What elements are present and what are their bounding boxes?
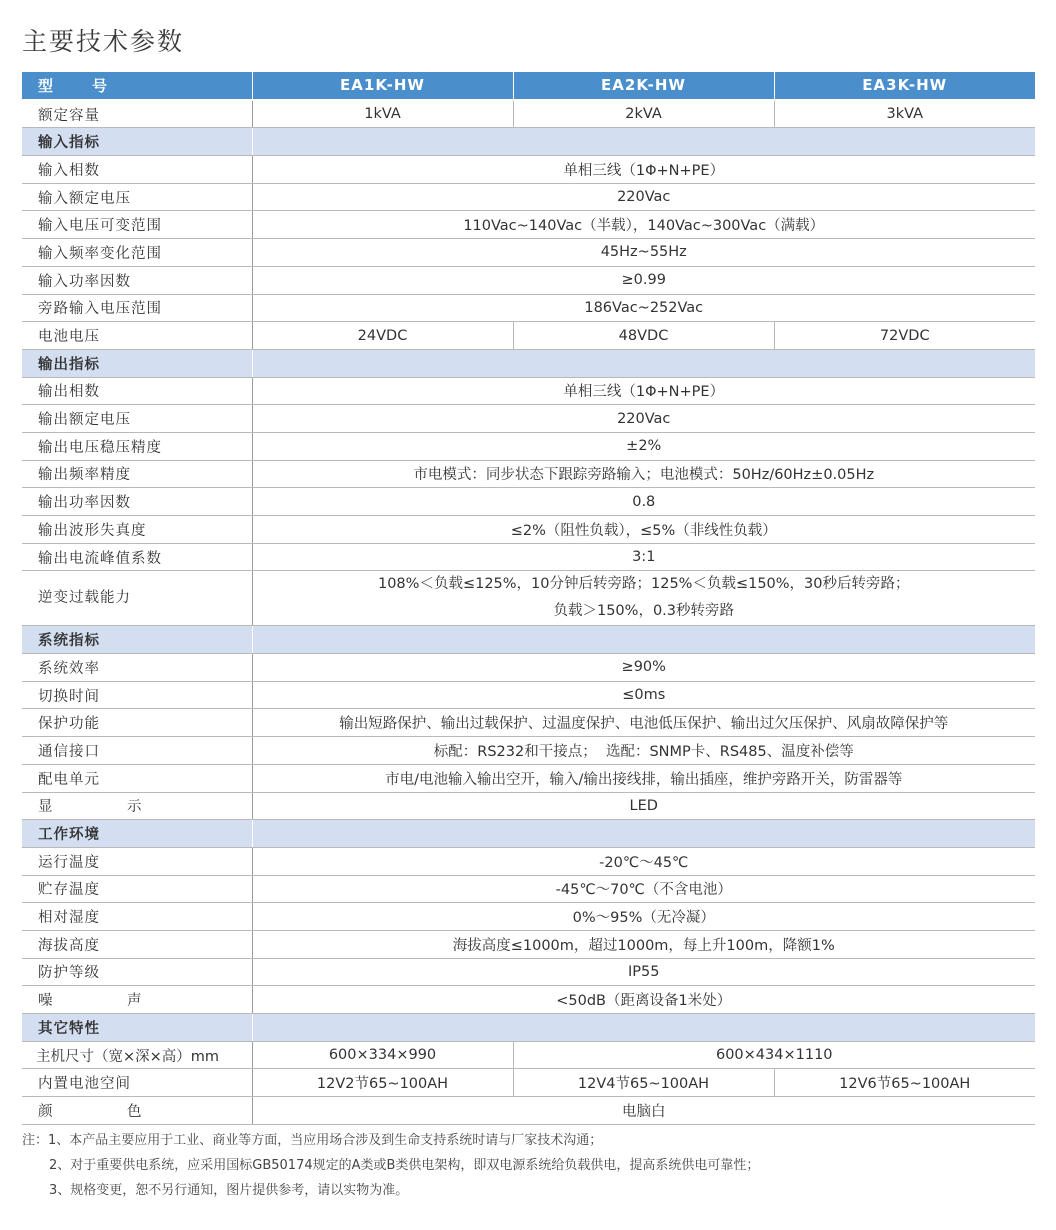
model-ea2k: EA2K-HW (513, 72, 774, 100)
model-ea3k: EA3K-HW (774, 72, 1035, 100)
battery-space-1k: 12V2节65~100AH (252, 1069, 513, 1097)
spec-value: 220Vac (252, 405, 1035, 433)
spec-value (252, 571, 1035, 626)
spec-row (22, 986, 1035, 1014)
section-environment-label: 工作环境 (22, 820, 252, 848)
note-item: 1、本产品主要应用于工业、商业等方面，当应用场合涉及到生命支持系统时请与厂家技术沟通； (48, 1133, 603, 1148)
page-title: 主要技术参数 (22, 27, 185, 56)
capacity-2k: 2kVA (513, 100, 774, 128)
section-environment (22, 820, 1035, 848)
spec-label: 电池电压 (22, 322, 252, 350)
spec-value: 3:1 (252, 543, 1035, 571)
spec-row (22, 681, 1035, 709)
spec-label: 输出电流峰值系数 (22, 543, 252, 571)
spec-row (22, 460, 1035, 488)
battery-voltage-2k: 48VDC (513, 322, 774, 350)
spec-value: -20℃～45℃ (252, 847, 1035, 875)
spec-row (22, 847, 1035, 875)
capacity-label: 额定容量 (22, 100, 252, 128)
spec-label: 显 示 (38, 799, 172, 816)
battery-voltage-3k: 72VDC (774, 322, 1035, 350)
notes (22, 1128, 759, 1203)
overload-line-1: 108%＜负载≤125%，10分钟后转旁路；125%＜负载≤150%，30秒后转旁路； (377, 576, 910, 593)
spec-label: 输入频率变化范围 (22, 239, 252, 267)
spec-row (22, 294, 1035, 322)
model-header-label: 型 号 (38, 76, 120, 95)
battery-space-2k: 12V4节65~100AH (513, 1069, 774, 1097)
spec-value: 0%～95%（无冷凝） (252, 903, 1035, 931)
spec-label: 主机尺寸（宽×深×高）mm (22, 1041, 252, 1069)
spec-value: 输出短路保护、输出过载保护、过温度保护、电池低压保护、输出过欠压保护、风扇故障保护等 (252, 709, 1035, 737)
spec-value: <50dB（距离设备1米处） (252, 986, 1035, 1014)
spec-value: 220Vac (252, 183, 1035, 211)
spec-label: 通信接口 (22, 737, 252, 765)
spec-label: 切换时间 (22, 681, 252, 709)
spec-value: 单相三线（1Φ+N+PE） (252, 377, 1035, 405)
spec-value: 110Vac~140Vac（半载），140Vac~300Vac（满载） (252, 211, 1035, 239)
overload-row (22, 571, 1035, 626)
spec-value: 市电/电池输入输出空开，输入/输出接线排，输出插座，维护旁路开关，防雷器等 (252, 764, 1035, 792)
overload-line-2: 负载＞150%，0.3秒转旁路 (553, 603, 734, 620)
battery-space-row (22, 1069, 1035, 1097)
spec-row (22, 211, 1035, 239)
spec-label: 输出额定电压 (22, 405, 252, 433)
spec-row (22, 930, 1035, 958)
battery-space-3k: 12V6节65~100AH (774, 1069, 1035, 1097)
spec-label: 输出电压稳压精度 (22, 432, 252, 460)
spec-value: -45℃～70℃（不含电池） (252, 875, 1035, 903)
section-other (22, 1014, 1035, 1042)
spec-value: 海拔高度≤1000m，超过1000m，每上升100m，降额1% (252, 930, 1035, 958)
spec-row (22, 239, 1035, 267)
spec-label: 输出频率精度 (22, 460, 252, 488)
spec-label: 防护等级 (22, 958, 252, 986)
spec-label: 颜 色 (38, 1103, 172, 1120)
battery-voltage-1k: 24VDC (252, 322, 513, 350)
section-system (22, 626, 1035, 654)
spec-row (22, 1097, 1035, 1125)
spec-value: 电脑白 (252, 1097, 1035, 1125)
spec-label: 输入电压可变范围 (22, 211, 252, 239)
spec-value: ±2% (252, 432, 1035, 460)
spec-row (22, 709, 1035, 737)
section-output (22, 349, 1035, 377)
note-item: 2、对于重要供电系统，应采用国标GB50174规定的A类或B类供电架构，即双电源系统给负载供电，提高系统供电可靠性； (49, 1158, 760, 1173)
spec-value: 市电模式：同步状态下跟踪旁路输入；电池模式：50Hz/60Hz±0.05Hz (252, 460, 1035, 488)
spec-label: 内置电池空间 (22, 1069, 252, 1097)
spec-row (22, 405, 1035, 433)
spec-value: LED (252, 792, 1035, 820)
spec-label: 输出功率因数 (22, 488, 252, 516)
spec-label: 保护功能 (22, 709, 252, 737)
section-input (22, 128, 1035, 156)
spec-row (22, 764, 1035, 792)
spec-label: 配电单元 (22, 764, 252, 792)
spec-label: 海拔高度 (22, 930, 252, 958)
dimensions-2k-3k: 600×434×1110 (513, 1041, 1035, 1069)
section-output-label: 输出指标 (22, 349, 252, 377)
spec-row (22, 156, 1035, 184)
spec-row (22, 432, 1035, 460)
spec-row (22, 654, 1035, 682)
spec-value: ≥0.99 (252, 266, 1035, 294)
capacity-3k: 3kVA (774, 100, 1035, 128)
spec-value: ≤0ms (252, 681, 1035, 709)
spec-row (22, 488, 1035, 516)
dimensions-1k: 600×334×990 (252, 1041, 513, 1069)
spec-label: 输入额定电压 (22, 183, 252, 211)
notes-prefix: 注： (22, 1133, 49, 1148)
capacity-1k: 1kVA (252, 100, 513, 128)
section-other-label: 其它特性 (22, 1014, 252, 1042)
spec-value: IP55 (252, 958, 1035, 986)
dimensions-row (22, 1041, 1035, 1069)
spec-label: 噪 声 (38, 993, 172, 1010)
spec-value: 单相三线（1Φ+N+PE） (252, 156, 1035, 184)
spec-value: 45Hz~55Hz (252, 239, 1035, 267)
spec-label: 输出相数 (22, 377, 252, 405)
model-header-row (22, 72, 1035, 100)
spec-label: 输入相数 (22, 156, 252, 184)
spec-row (22, 266, 1035, 294)
spec-label: 系统效率 (22, 654, 252, 682)
section-system-label: 系统指标 (22, 626, 252, 654)
spec-row (22, 875, 1035, 903)
spec-row (22, 737, 1035, 765)
spec-value: 0.8 (252, 488, 1035, 516)
spec-row (22, 516, 1035, 544)
capacity-row (22, 100, 1035, 128)
spec-row (22, 792, 1035, 820)
battery-voltage-row (22, 322, 1035, 350)
spec-label: 贮存温度 (22, 875, 252, 903)
spec-row (22, 903, 1035, 931)
section-input-label: 输入指标 (22, 128, 252, 156)
spec-label: 输入功率因数 (22, 266, 252, 294)
spec-label: 运行温度 (22, 847, 252, 875)
note-item: 3、规格变更，恕不另行通知，图片提供参考，请以实物为准。 (49, 1183, 409, 1198)
spec-label: 相对湿度 (22, 903, 252, 931)
spec-row (22, 377, 1035, 405)
spec-label: 输出波形失真度 (22, 516, 252, 544)
spec-row (22, 543, 1035, 571)
spec-table (22, 72, 1035, 1125)
spec-value: ≤2%（阻性负载），≤5%（非线性负载） (252, 516, 1035, 544)
spec-label: 逆变过载能力 (22, 571, 252, 626)
model-ea1k: EA1K-HW (252, 72, 513, 100)
spec-row (22, 958, 1035, 986)
spec-value: 186Vac~252Vac (252, 294, 1035, 322)
spec-value: 标配：RS232和干接点； 选配：SNMP卡、RS485、温度补偿等 (252, 737, 1035, 765)
spec-row (22, 183, 1035, 211)
spec-label: 旁路输入电压范围 (22, 294, 252, 322)
spec-value: ≥90% (252, 654, 1035, 682)
